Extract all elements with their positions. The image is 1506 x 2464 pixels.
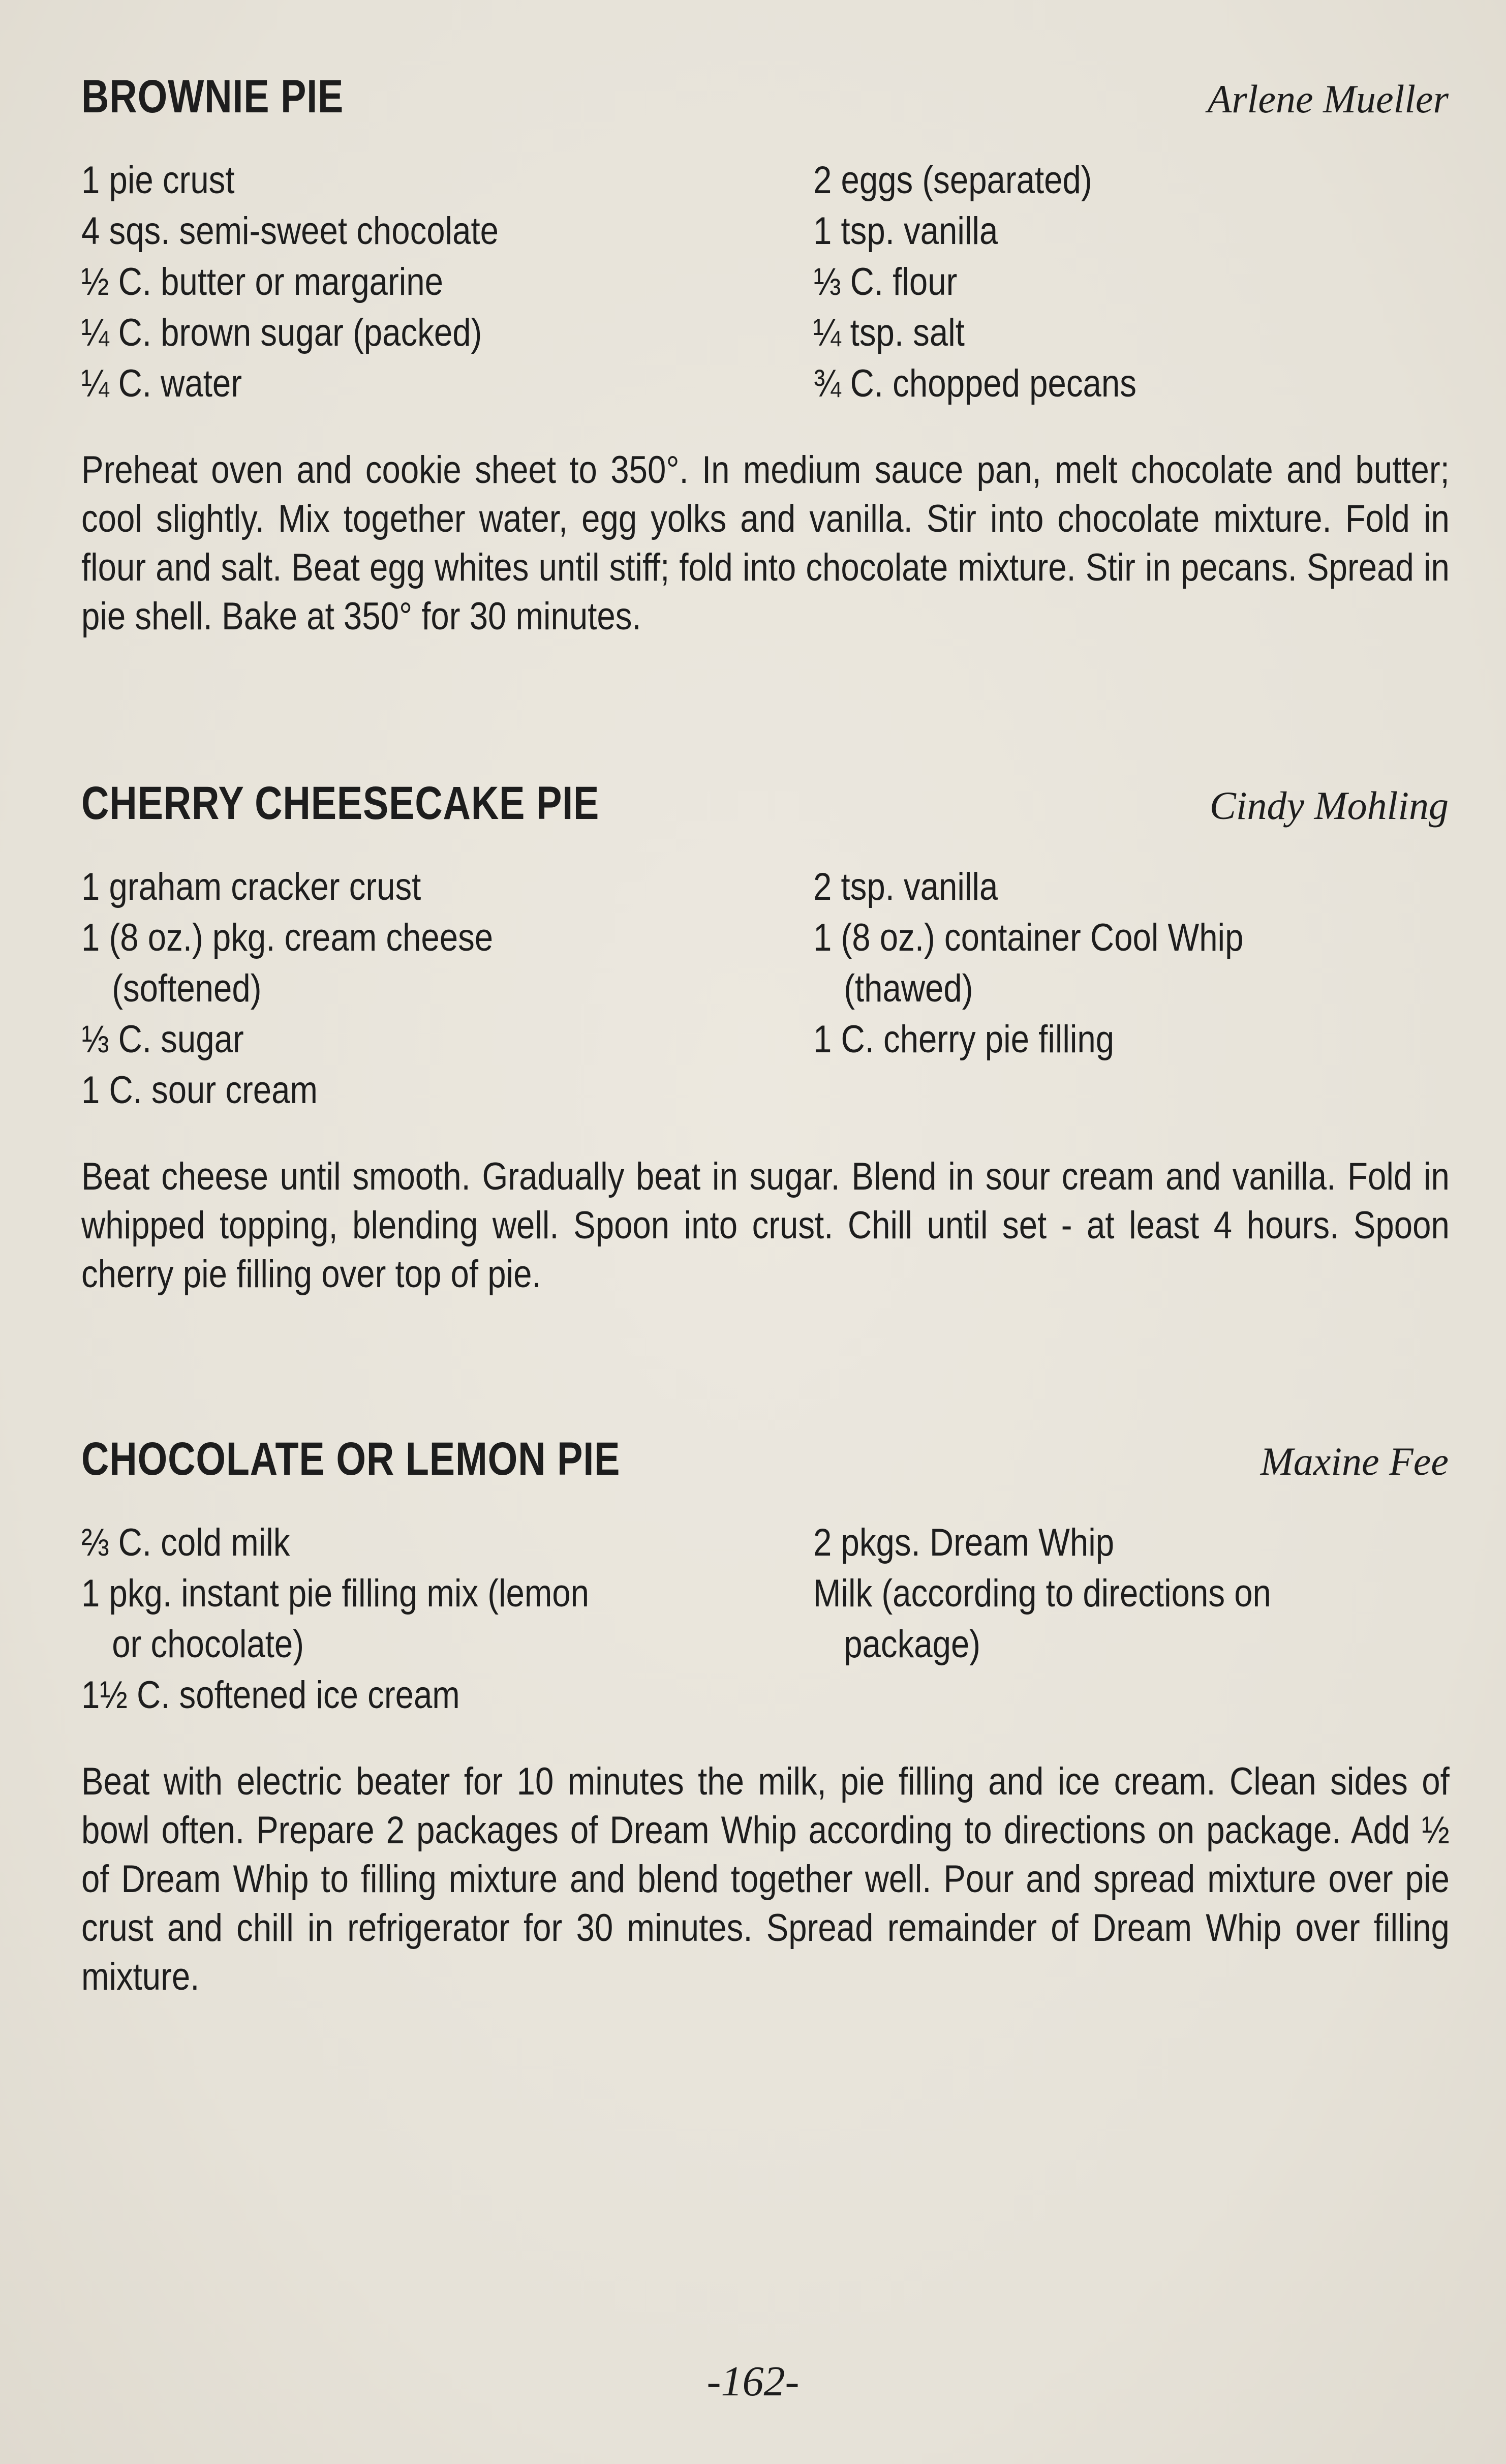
ingredient-line: (softened): [112, 967, 262, 1010]
ingredient-column-right: [813, 1517, 1449, 1721]
ingredient-line: 1 pie crust: [81, 159, 235, 202]
ingredient-line: ⅓ C. sugar: [81, 1018, 244, 1061]
recipe-header: [81, 773, 1449, 839]
ingredient-line: ⅓ C. flour: [813, 260, 958, 303]
ingredient-line: 1 C. cherry pie filling: [813, 1018, 1115, 1061]
ingredient-line: (thawed): [844, 967, 973, 1010]
ingredient-line: 2 eggs (separated): [813, 159, 1092, 202]
recipe-instructions: Beat with electric beater for 10 minutes the milk, pie filling and ice cream. Clean sides of bowl often. Prepare 2 packages of Dream Whip according to directions on package. Add ½ of Dream Whip to filling mixture and blend together well. Pour and spread mixture over pie crust and chill in refrigerator for 30 minutes. Spread remainder of Dream Whip over filling mixture.: [81, 1760, 1450, 1998]
recipe-title: CHOCOLATE OR LEMON PIE: [81, 1433, 621, 1485]
ingredient-line: package): [844, 1623, 981, 1666]
ingredient-line: 1 C. sour cream: [81, 1069, 318, 1112]
recipe-instructions: Preheat oven and cookie sheet to 350°. In medium sauce pan, melt chocolate and butter; cool slightly. Mix together water, egg yolks and vanilla. Stir into chocolate mixture. Fold in flour and salt. Beat egg whites until stiff; fold into chocolate mixture. Stir in pecans. Spread in pie shell. Bake at 350° for 30 minutes.: [81, 448, 1450, 638]
ingredient-line: 1 (8 oz.) pkg. cream cheese: [81, 916, 494, 959]
ingredient-list: [81, 155, 1449, 409]
ingredient-line: 1 tsp. vanilla: [813, 209, 998, 253]
recipe-chocolate-or-lemon-pie: [81, 1428, 1449, 2040]
ingredient-line: ¼ tsp. salt: [813, 311, 965, 354]
ingredient-line: ¼ C. brown sugar (packed): [81, 311, 482, 354]
recipe-title: BROWNIE PIE: [81, 71, 344, 123]
ingredient-list: [81, 1517, 1449, 1721]
recipe-header: [81, 66, 1449, 132]
ingredient-column-left: [81, 1517, 813, 1721]
ingredient-line: 2 pkgs. Dream Whip: [813, 1521, 1115, 1564]
ingredient-line: 1 (8 oz.) container Cool Whip: [813, 916, 1244, 959]
recipe-title: CHERRY CHEESECAKE PIE: [81, 777, 600, 829]
ingredient-line: 2 tsp. vanilla: [813, 865, 998, 908]
recipe-brownie-pie: [81, 66, 1449, 680]
ingredient-line: ½ C. butter or margarine: [81, 260, 444, 303]
ingredient-line: ¾ C. chopped pecans: [813, 362, 1136, 405]
ingredient-column-left: [81, 155, 813, 409]
recipe-author: Arlene Mueller: [1207, 77, 1449, 121]
ingredient-line: 1 graham cracker crust: [81, 865, 421, 908]
ingredient-line: or chocolate): [112, 1623, 304, 1666]
ingredient-column-right: [813, 155, 1449, 409]
ingredient-line: ¼ C. water: [81, 362, 242, 405]
ingredient-line: 4 sqs. semi-sweet chocolate: [81, 209, 499, 253]
recipe-instructions: Beat cheese until smooth. Gradually beat in sugar. Blend in sour cream and vanilla. Fold in whipped topping, blending well. Spoon into crust. Chill until set - at least 4 hours. Spoon cherry pie filling over top of pie.: [81, 1155, 1450, 1296]
recipe-cherry-cheesecake-pie: [81, 773, 1449, 1337]
recipe-author: Cindy Mohling: [1209, 783, 1449, 828]
recipe-header: [81, 1428, 1449, 1495]
ingredient-line: Milk (according to directions on: [813, 1572, 1271, 1615]
recipe-author: Maxine Fee: [1260, 1439, 1449, 1483]
ingredient-column-right: [813, 862, 1449, 1116]
page-number: -162-: [706, 2358, 800, 2405]
ingredient-column-left: [81, 862, 813, 1116]
ingredient-list: [81, 862, 1449, 1116]
ingredient-line: 1 pkg. instant pie filling mix (lemon: [81, 1572, 590, 1615]
ingredient-line: 1½ C. softened ice cream: [81, 1674, 460, 1717]
ingredient-line: ⅔ C. cold milk: [81, 1521, 290, 1564]
